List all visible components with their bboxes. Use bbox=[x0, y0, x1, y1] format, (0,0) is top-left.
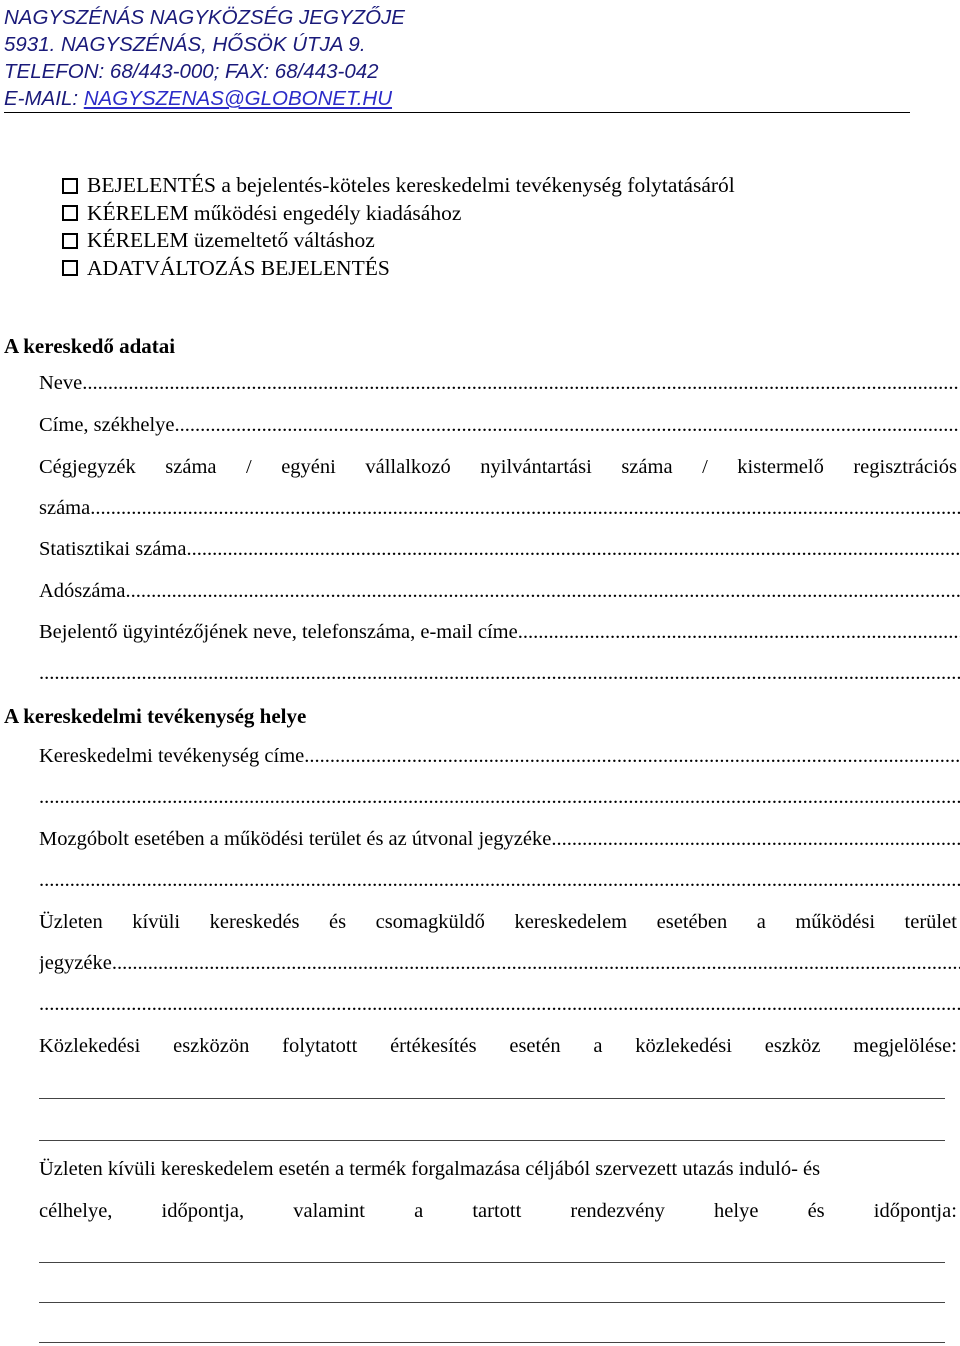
field-uzleten-kivuli-label bbox=[39, 911, 957, 934]
checkbox-icon[interactable] bbox=[62, 233, 78, 249]
label-word: egyéni bbox=[281, 456, 336, 478]
field-uzleten-kivuli[interactable] bbox=[39, 952, 960, 982]
fill-dots[interactable] bbox=[82, 372, 960, 395]
section-title-kereskedo: A kereskedő adatai bbox=[4, 334, 176, 358]
fill-line[interactable] bbox=[39, 1302, 945, 1303]
fill-line[interactable] bbox=[39, 1262, 945, 1263]
field-label: Bejelentő ügyintézőjének neve, telefonszáma, e-mail címe bbox=[39, 621, 518, 643]
field-label: Statisztikai száma bbox=[39, 538, 187, 560]
field-utazas-label-line2 bbox=[39, 1200, 957, 1223]
field-label: száma bbox=[39, 497, 91, 519]
label-word: és bbox=[329, 911, 347, 933]
field-tevekenyseg-cime-cont[interactable] bbox=[39, 786, 960, 816]
label-word: valamint bbox=[293, 1200, 365, 1222]
label-word: időpontja, bbox=[161, 1200, 245, 1222]
label-word: eszközön bbox=[173, 1035, 250, 1057]
field-ugyintezo[interactable] bbox=[39, 621, 960, 651]
field-kozlekedesi-label bbox=[39, 1035, 957, 1058]
option-adatvaltozas[interactable] bbox=[62, 255, 735, 283]
field-cegjegyzek[interactable] bbox=[39, 497, 960, 527]
fill-dots[interactable] bbox=[186, 538, 960, 561]
email-label: E-MAIL: bbox=[4, 87, 84, 110]
label-word: kívüli bbox=[132, 911, 181, 933]
label-word: száma bbox=[165, 456, 217, 478]
label-word: nyilvántartási bbox=[480, 456, 592, 478]
field-mozgobolt-cont[interactable] bbox=[39, 869, 960, 899]
field-uzleten-kivuli-cont[interactable] bbox=[39, 993, 960, 1023]
checkbox-icon[interactable] bbox=[62, 260, 78, 276]
option-label: KÉRELEM üzemeltető váltáshoz bbox=[87, 228, 375, 253]
field-neve[interactable] bbox=[39, 372, 960, 402]
field-tevekenyseg-cime[interactable] bbox=[39, 745, 960, 775]
label-word: folytatott bbox=[282, 1035, 358, 1057]
fill-dots[interactable] bbox=[39, 662, 960, 685]
checkbox-icon[interactable] bbox=[62, 178, 78, 194]
label-word: kereskedés bbox=[209, 911, 300, 933]
fill-line[interactable] bbox=[39, 1098, 945, 1099]
label-word: és bbox=[807, 1200, 825, 1222]
label-word: vállalkozó bbox=[365, 456, 451, 478]
fill-dots[interactable] bbox=[126, 580, 960, 603]
field-label: Üzleten kívüli kereskedelem esetén a termék forgalmazása céljából szervezett utazás induló- és bbox=[39, 1158, 821, 1180]
option-mukodesi-engedely[interactable] bbox=[62, 200, 735, 228]
label-word: a bbox=[593, 1035, 603, 1057]
field-label: Címe, székhelye bbox=[39, 414, 175, 436]
label-word: kereskedelem bbox=[514, 911, 628, 933]
label-word: közlekedési bbox=[635, 1035, 732, 1057]
label-word: működési bbox=[795, 911, 876, 933]
label-word: eszköz bbox=[764, 1035, 821, 1057]
label-word: a bbox=[414, 1200, 424, 1222]
label-word: rendezvény bbox=[570, 1200, 665, 1222]
label-word: Cégjegyzék bbox=[39, 456, 136, 478]
label-word: terület bbox=[904, 911, 957, 933]
field-adoszama[interactable] bbox=[39, 580, 960, 610]
label-word: célhelye, bbox=[39, 1200, 113, 1222]
fill-line[interactable] bbox=[39, 1342, 945, 1343]
letterhead-title: NAGYSZÉNÁS NAGYKÖZSÉG JEGYZŐJE bbox=[4, 6, 405, 29]
field-statisztikai[interactable] bbox=[39, 538, 960, 568]
option-label: KÉRELEM működési engedély kiadásához bbox=[87, 200, 462, 225]
label-word: helye bbox=[714, 1200, 759, 1222]
label-word: száma bbox=[621, 456, 673, 478]
letterhead-address: 5931. NAGYSZÉNÁS, HŐSÖK ÚTJA 9. bbox=[4, 33, 366, 56]
label-word: időpontja: bbox=[873, 1200, 957, 1222]
field-cime[interactable] bbox=[39, 414, 960, 444]
fill-dots[interactable] bbox=[174, 414, 960, 437]
option-uzemelteto-valtas[interactable] bbox=[62, 227, 735, 255]
label-word: Üzleten bbox=[39, 911, 103, 933]
fill-line[interactable] bbox=[39, 1140, 945, 1141]
label-word: regisztrációs bbox=[853, 456, 957, 478]
label-word: / bbox=[246, 456, 252, 478]
field-label: Mozgóbolt esetében a működési terület és az útvonal jegyzéke bbox=[39, 828, 552, 850]
section-title-helye: A kereskedelmi tevékenység helye bbox=[4, 704, 307, 728]
label-word: megjelölése: bbox=[853, 1035, 957, 1057]
letterhead bbox=[4, 4, 910, 113]
label-word: esetében bbox=[656, 911, 728, 933]
email-link[interactable]: NAGYSZENAS@GLOBONET.HU bbox=[83, 87, 393, 110]
field-label: Adószáma bbox=[39, 580, 126, 602]
label-word: csomagküldő bbox=[375, 911, 485, 933]
field-label: Kereskedelmi tevékenység címe bbox=[39, 745, 305, 767]
field-cegjegyzek-label bbox=[39, 456, 957, 479]
label-word: kistermelő bbox=[737, 456, 824, 478]
fill-dots[interactable] bbox=[551, 828, 960, 851]
label-word: esetén bbox=[509, 1035, 561, 1057]
fill-dots[interactable] bbox=[39, 993, 960, 1016]
label-word: Közlekedési bbox=[39, 1035, 141, 1057]
option-label: ADATVÁLTOZÁS BEJELENTÉS bbox=[87, 255, 390, 280]
label-word: értékesítés bbox=[390, 1035, 477, 1057]
field-ugyintezo-cont[interactable] bbox=[39, 662, 960, 692]
letterhead-email-row bbox=[4, 85, 910, 112]
option-label: BEJELENTÉS a bejelentés-köteles kereskedelmi tevékenység folytatásáról bbox=[87, 173, 735, 198]
fill-dots[interactable] bbox=[304, 745, 960, 768]
field-label: Neve bbox=[39, 372, 83, 394]
label-word: / bbox=[702, 456, 708, 478]
checkbox-icon[interactable] bbox=[62, 205, 78, 221]
field-mozgobolt[interactable] bbox=[39, 828, 960, 858]
label-word: a bbox=[756, 911, 766, 933]
option-bejelentes[interactable] bbox=[62, 172, 735, 200]
field-utazas-label-line1 bbox=[39, 1158, 960, 1188]
fill-dots[interactable] bbox=[90, 497, 960, 520]
fill-dots[interactable] bbox=[112, 952, 960, 975]
fill-dots[interactable] bbox=[39, 786, 960, 809]
request-type-options bbox=[62, 172, 735, 282]
field-label: jegyzéke bbox=[39, 952, 112, 974]
fill-dots[interactable] bbox=[518, 621, 960, 644]
fill-dots[interactable] bbox=[39, 869, 960, 892]
letterhead-phone-fax: TELEFON: 68/443-000; FAX: 68/443-042 bbox=[4, 60, 379, 83]
label-word: tartott bbox=[472, 1200, 522, 1222]
